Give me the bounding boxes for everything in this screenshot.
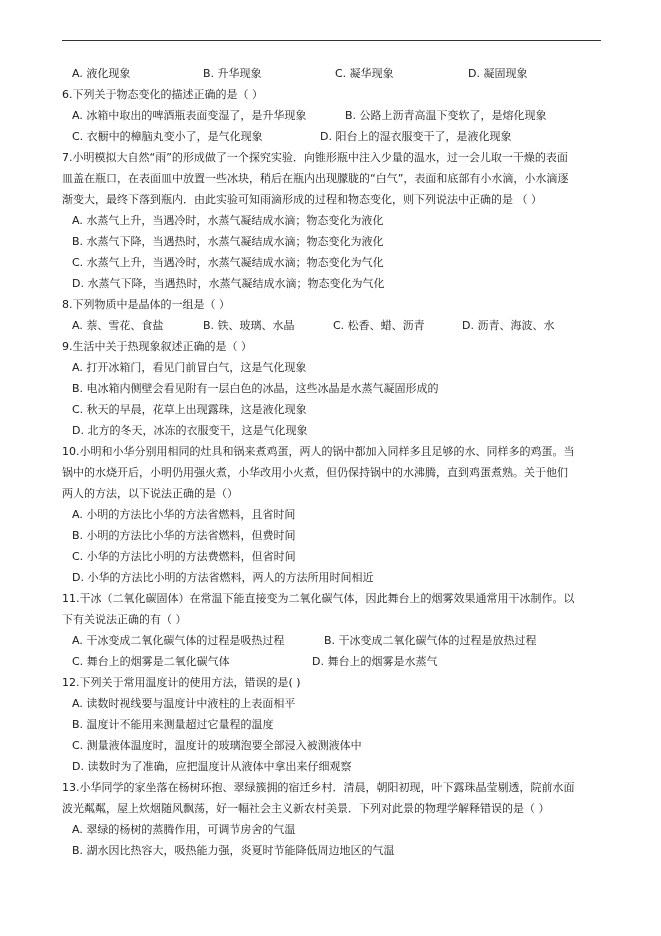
q8-option-d: D. 沥青、海波、水 [462,319,555,332]
q12-option-b: B. 温度计不能用来测量超过它量程的温度 [72,718,274,731]
q12-option-c: C. 测量液体温度时，温度计的玻璃泡要全部浸入被测液体中 [72,739,362,752]
q9-option-b: B. 电冰箱内侧壁会看见附有一层白色的冰晶，这些冰晶是水蒸气凝固形成的 [72,382,439,395]
q12-option-d: D. 读数时为了准确，应把温度计从液体中拿出来仔细观察 [72,760,352,773]
q7-option-a: A. 水蒸气上升，当遇冷时，水蒸气凝结成水滴；物态变化为液化 [72,214,384,227]
q8-options [62,315,602,336]
q12-stem: 12.下列关于常用温度计的使用方法，错误的是( ) [62,676,301,689]
q8-option-a: A. 萘、雪花、食盐 [72,319,164,332]
q11-option-c: C. 舞台上的烟雾是二氧化碳气体 [72,655,230,668]
q8-option-c: C. 松香、蜡、沥青 [333,319,425,332]
q9-stem: 9.生活中关于热现象叙述正确的是（ ） [62,340,252,353]
q10-option-b: B. 小明的方法比小华的方法省燃料，但费时间 [72,529,296,542]
q5-option-a: A. 液化现象 [72,67,131,80]
q7-stem-line2: 皿盖在瓶口，在表面皿中放置一些冰块，稍后在瓶内出现朦胧的“白气”，表面和底部有小水滴，小水滴逐 [62,172,569,185]
q13-stem-line1: 13.小华同学的家坐落在杨树环抱、翠绿簇拥的宿迁乡村．清晨，朝阳初现，叶下露珠晶莹剔透，院前水面 [62,781,575,794]
q7-stem-line3: 渐变大，最终下落到瓶内．由此实验可知雨滴形成的过程和物态变化，则下列说法中正确的是 （ ） [62,193,542,206]
q12-option-a: A. 读数时视线要与温度计中液柱的上表面相平 [72,697,296,710]
q13-option-b: B. 湖水因比热容大，吸热能力强，炎夏时节能降低周边地区的气温 [72,844,395,857]
q11-option-b: B. 干冰变成二氧化碳气体的过程是放热过程 [324,634,537,647]
q9-option-c: C. 秋天的早晨，花草上出现露珠，这是液化现象 [72,403,307,416]
q6-stem: 6.下列关于物态变化的描述正确的是（ ） [62,88,263,101]
q10-stem-line2: 锅中的水烧开后，小明仍用强火煮，小华改用小火煮，但仍保持锅中的水沸腾，直到鸡蛋煮熟。关于他们 [62,466,568,479]
q6-option-b: B. 公路上沥青高温下变软了，是熔化现象 [345,109,547,122]
q11-option-a: A. 干冰变成二氧化碳气体的过程是吸热过程 [72,634,285,647]
q7-option-d: D. 水蒸气下降，当遇热时，水蒸气凝结成水滴；物态变化为气化 [72,277,385,290]
q10-option-d: D. 小华的方法比小明的方法省燃料，两人的方法所用时间相近 [72,571,374,584]
q6-option-a: A. 冰箱中取出的啤酒瓶表面变湿了，是升华现象 [72,109,307,122]
q10-stem-line3: 两人的方法，以下说法正确的是（） [62,487,238,500]
q13-stem-line2: 波光粼粼，屋上炊烟随风飘荡，好一幅社会主义新农村美景．下列对此景的物理学解释错误的是（ ） [62,802,550,815]
q11-options-row1 [62,630,602,651]
q6-option-d: D. 阳台上的湿衣服变干了，是液化现象 [320,130,512,143]
q10-stem-line1: 10.小明和小华分别用相同的灶具和锅来煮鸡蛋，两人的锅中都加入同样多且足够的水、同样多的鸡蛋。当 [62,445,575,458]
q8-option-b: B. 铁、玻璃、水晶 [203,319,295,332]
q5-option-c: C. 凝华现象 [335,67,394,80]
q5-option-d: D. 凝固现象 [468,67,528,80]
q10-option-a: A. 小明的方法比小华的方法省燃料，且省时间 [72,508,296,521]
q9-option-d: D. 北方的冬天，冰冻的衣服变干，这是气化现象 [72,424,308,437]
q7-option-c: C. 水蒸气上升，当遇冷时，水蒸气凝结成水滴；物态变化为气化 [72,256,384,269]
q5-options [62,63,602,84]
q7-option-b: B. 水蒸气下降，当遇热时，水蒸气凝结成水滴；物态变化为液化 [72,235,384,248]
q11-stem-line1: 11.干冰（二氧化碳固体）在常温下能直接变为二氧化碳气体，因此舞台上的烟雾效果通常用干冰制作。以 [62,592,575,605]
q11-options-row2 [62,651,602,672]
q8-stem: 8.下列物质中是晶体的一组是（ ） [62,298,230,311]
q6-option-c: C. 衣橱中的樟脑丸变小了，是气化现象 [72,130,263,143]
header-rule [62,40,601,41]
q7-stem-line1: 7.小明模拟大自然“雨”的形成做了一个探究实验．向锥形瓶中注入少量的温水，过一会儿取一干燥的表面 [62,151,568,164]
q9-option-a: A. 打开冰箱门，看见门前冒白气，这是气化现象 [72,361,307,374]
q11-stem-line2: 下有关说法正确的有（ ） [62,613,187,626]
q10-option-c: C. 小华的方法比小明的方法费燃料，但省时间 [72,550,296,563]
question-list [62,63,602,861]
q6-options-row2 [62,126,602,147]
q13-option-a: A. 翠绿的杨树的蒸腾作用，可调节房舍的气温 [72,823,296,836]
q11-option-d: D. 舞台上的烟雾是水蒸气 [312,655,438,668]
q5-option-b: B. 升华现象 [203,67,262,80]
q6-options-row1 [62,105,602,126]
